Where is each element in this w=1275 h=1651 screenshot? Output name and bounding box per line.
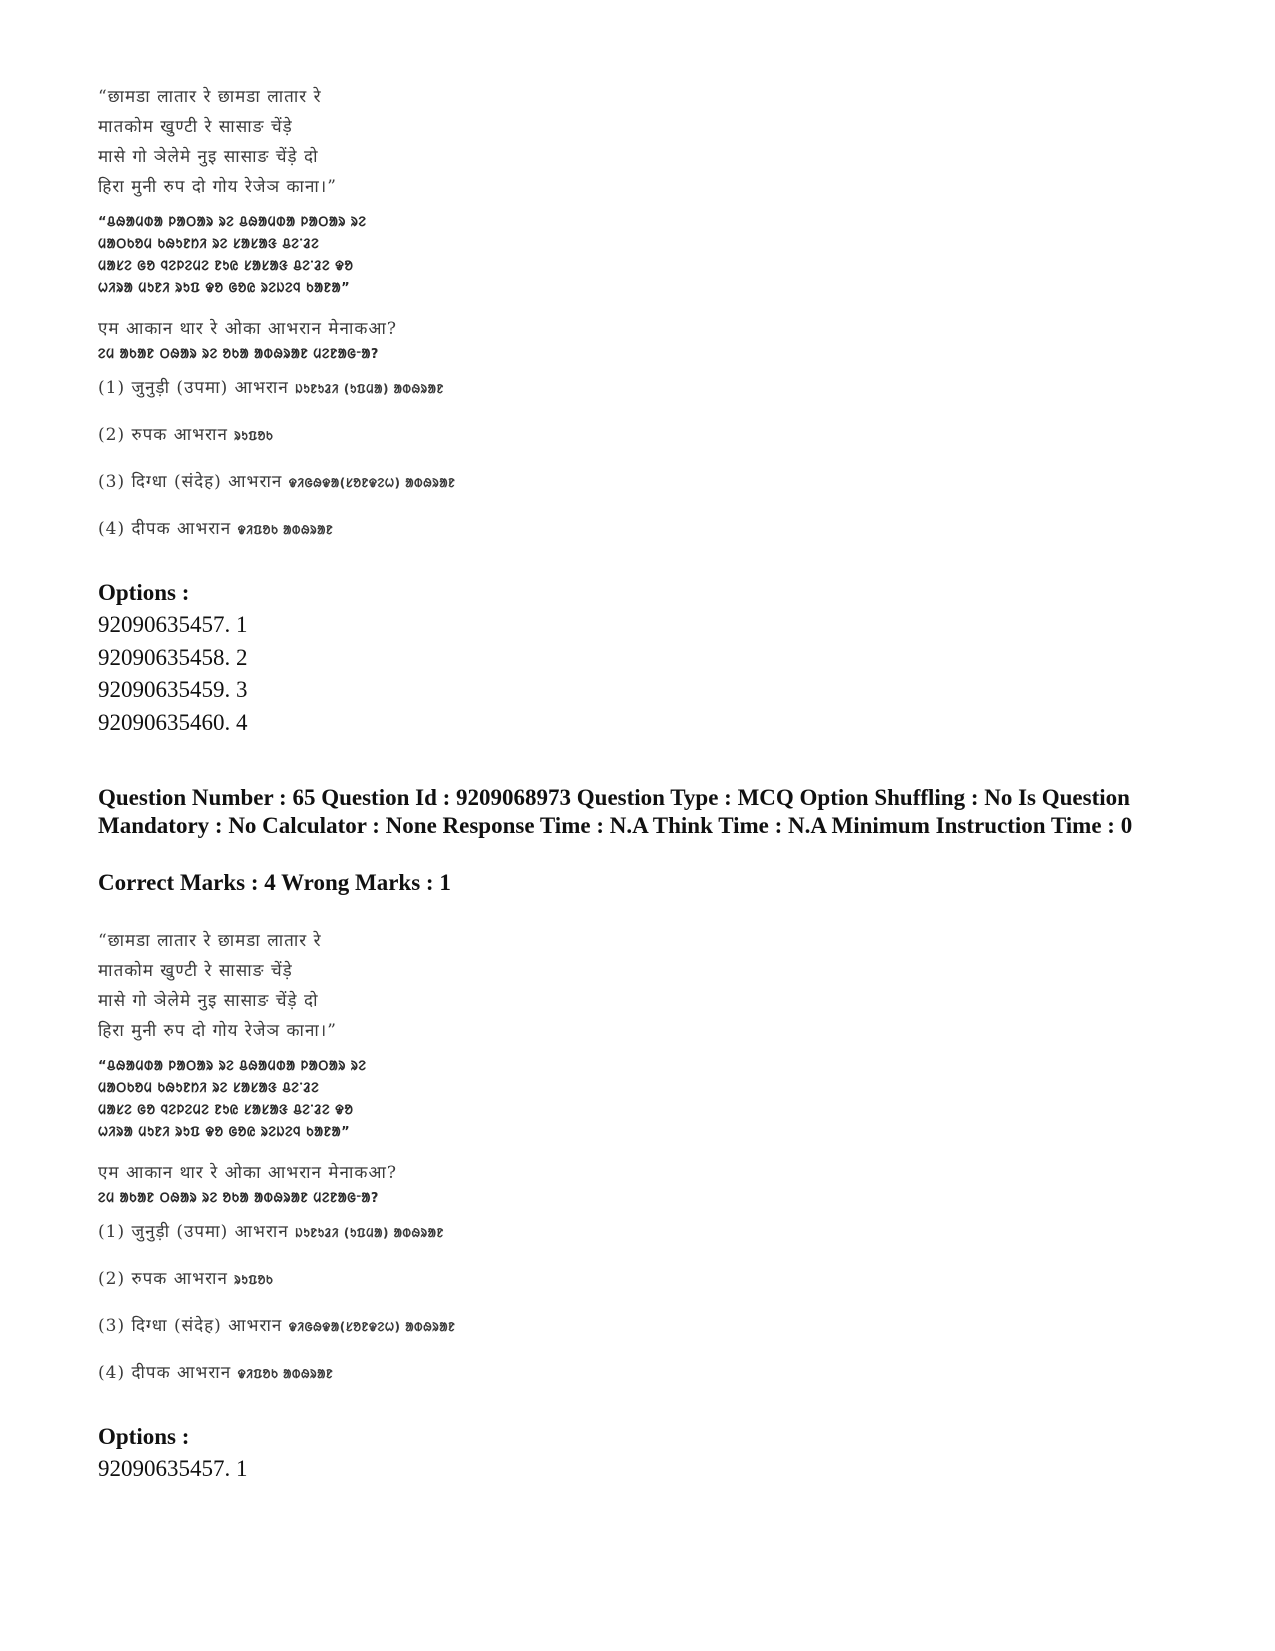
option-item: 92090635457. 1	[98, 1456, 248, 1481]
olchiki-verse-line: ᱢᱟᱥᱮ ᱜᱚ ᱧᱮᱞᱮᱢᱮ ᱱᱩᱭ ᱥᱟᱥᱟᱝ ᱪᱮᱸᱲᱮ ᱫᱚ	[98, 1103, 354, 1118]
verse-line: हिरा मुनी रुप दो गोय रेजेञ काना।”	[98, 177, 337, 197]
answer-option: (4) दीपक आभरान ᱫᱤᱯᱚᱠ ᱟᱵᱷᱨᱟᱱ	[98, 1363, 334, 1383]
question-image	[98, 926, 568, 1404]
verse-line: “छामडा लातार रे छामडा लातार रे	[98, 931, 322, 951]
question-text-olchiki: ᱮᱢ ᱟᱠᱟᱱ ᱛᱷᱟᱨ ᱨᱮ ᱚᱠᱟ ᱟᱵᱷᱨᱟᱱ ᱢᱮᱱᱟᱜᱼᱟ?	[98, 1191, 379, 1206]
question-text: एम आकान थार रे ओका आभरान मेनाकआ?	[98, 1163, 397, 1183]
answer-option: (2) रुपक आभरान ᱨᱩᱯᱚᱠ	[98, 1269, 274, 1289]
olchiki-verse-line: ᱢᱟᱛᱠᱚᱢ ᱠᱷᱩᱱᱴᱤ ᱨᱮ ᱥᱟᱥᱟᱝ ᱪᱮᱸᱲᱮ	[98, 237, 320, 252]
options-heading: Options :	[98, 1424, 190, 1449]
answer-option: (2) रुपक आभरान ᱨᱩᱯᱚᱠ	[98, 425, 274, 445]
olchiki-verse-line: ᱦᱤᱨᱟ ᱢᱩᱱᱤ ᱨᱩᱯ ᱫᱚ ᱜᱚᱭ ᱨᱮᱡᱮᱧ ᱠᱟᱱᱟ”	[98, 1125, 351, 1140]
option-item: 92090635457. 1	[98, 612, 248, 637]
answer-option: (3) दिग्धा (संदेह) आभरान ᱫᱤᱜᱷᱫᱟ(ᱥᱚᱱᱫᱮᱦ) ᱟᱵᱷᱨᱟᱱ	[98, 472, 456, 492]
olchiki-verse-line: ᱢᱟᱛᱠᱚᱢ ᱠᱷᱩᱱᱴᱤ ᱨᱮ ᱥᱟᱥᱟᱝ ᱪᱮᱸᱲᱮ	[98, 1081, 320, 1096]
answer-option: (4) दीपक आभरान ᱫᱤᱯᱚᱠ ᱟᱵᱷᱨᱟᱱ	[98, 519, 334, 539]
answer-option: (1) जुनुड़ी (उपमा) आभरान ᱡᱩᱱᱩᱲᱤ (ᱩᱯᱢᱟ) ᱟᱵᱷᱨᱟᱱ	[98, 378, 444, 398]
answer-option: (3) दिग्धा (संदेह) आभरान ᱫᱤᱜᱷᱫᱟ(ᱥᱚᱱᱫᱮᱦ) ᱟᱵᱷᱨᱟᱱ	[98, 1316, 456, 1336]
option-item: 92090635459. 3	[98, 677, 248, 702]
verse-line: हिरा मुनी रुप दो गोय रेजेञ काना।”	[98, 1021, 337, 1041]
verse-line: “छामडा लातार रे छामडा लातार रे	[98, 87, 322, 107]
verse-line: मातकोम खुण्टी रे सासाङ चेंड़े	[98, 961, 293, 981]
verse-line: मातकोम खुण्टी रे सासाङ चेंड़े	[98, 117, 293, 137]
question-text: एम आकान थार रे ओका आभरान मेनाकआ?	[98, 319, 397, 339]
olchiki-verse-line: ᱢᱟᱥᱮ ᱜᱚ ᱧᱮᱞᱮᱢᱮ ᱱᱩᱭ ᱥᱟᱥᱟᱝ ᱪᱮᱸᱲᱮ ᱫᱚ	[98, 259, 354, 274]
olchiki-verse-line: “ᱪᱷᱟᱢᱰᱟ ᱞᱟᱛᱟᱨ ᱨᱮ ᱪᱷᱟᱢᱰᱟ ᱞᱟᱛᱟᱨ ᱨᱮ	[98, 215, 367, 230]
verse-line: मासे गो ञेलेमे नुइ सासाङ चेंड़े दो	[98, 147, 319, 167]
answer-option: (1) जुनुड़ी (उपमा) आभरान ᱡᱩᱱᱩᱲᱤ (ᱩᱯᱢᱟ) ᱟᱵᱷᱨᱟᱱ	[98, 1222, 444, 1242]
question-text-olchiki: ᱮᱢ ᱟᱠᱟᱱ ᱛᱷᱟᱨ ᱨᱮ ᱚᱠᱟ ᱟᱵᱷᱨᱟᱱ ᱢᱮᱱᱟᱜᱼᱟ?	[98, 347, 379, 362]
question-meta: Question Number : 65 Question Id : 9209068973 Question Type : MCQ Option Shuffling : No Is Question Mandatory : No Calculator : None Response Time : N.A Think Time : N.A Minimum Instruction Time : 0	[98, 785, 1133, 838]
marks-info: Correct Marks : 4 Wrong Marks : 1	[98, 870, 451, 895]
olchiki-verse-line: ᱦᱤᱨᱟ ᱢᱩᱱᱤ ᱨᱩᱯ ᱫᱚ ᱜᱚᱭ ᱨᱮᱡᱮᱧ ᱠᱟᱱᱟ”	[98, 281, 351, 296]
verse-line: मासे गो ञेलेमे नुइ सासाङ चेंड़े दो	[98, 991, 319, 1011]
options-heading: Options :	[98, 580, 190, 605]
question-image	[98, 82, 568, 560]
option-item: 92090635460. 4	[98, 710, 248, 735]
option-item: 92090635458. 2	[98, 645, 248, 670]
olchiki-verse-line: “ᱪᱷᱟᱢᱰᱟ ᱞᱟᱛᱟᱨ ᱨᱮ ᱪᱷᱟᱢᱰᱟ ᱞᱟᱛᱟᱨ ᱨᱮ	[98, 1059, 367, 1074]
